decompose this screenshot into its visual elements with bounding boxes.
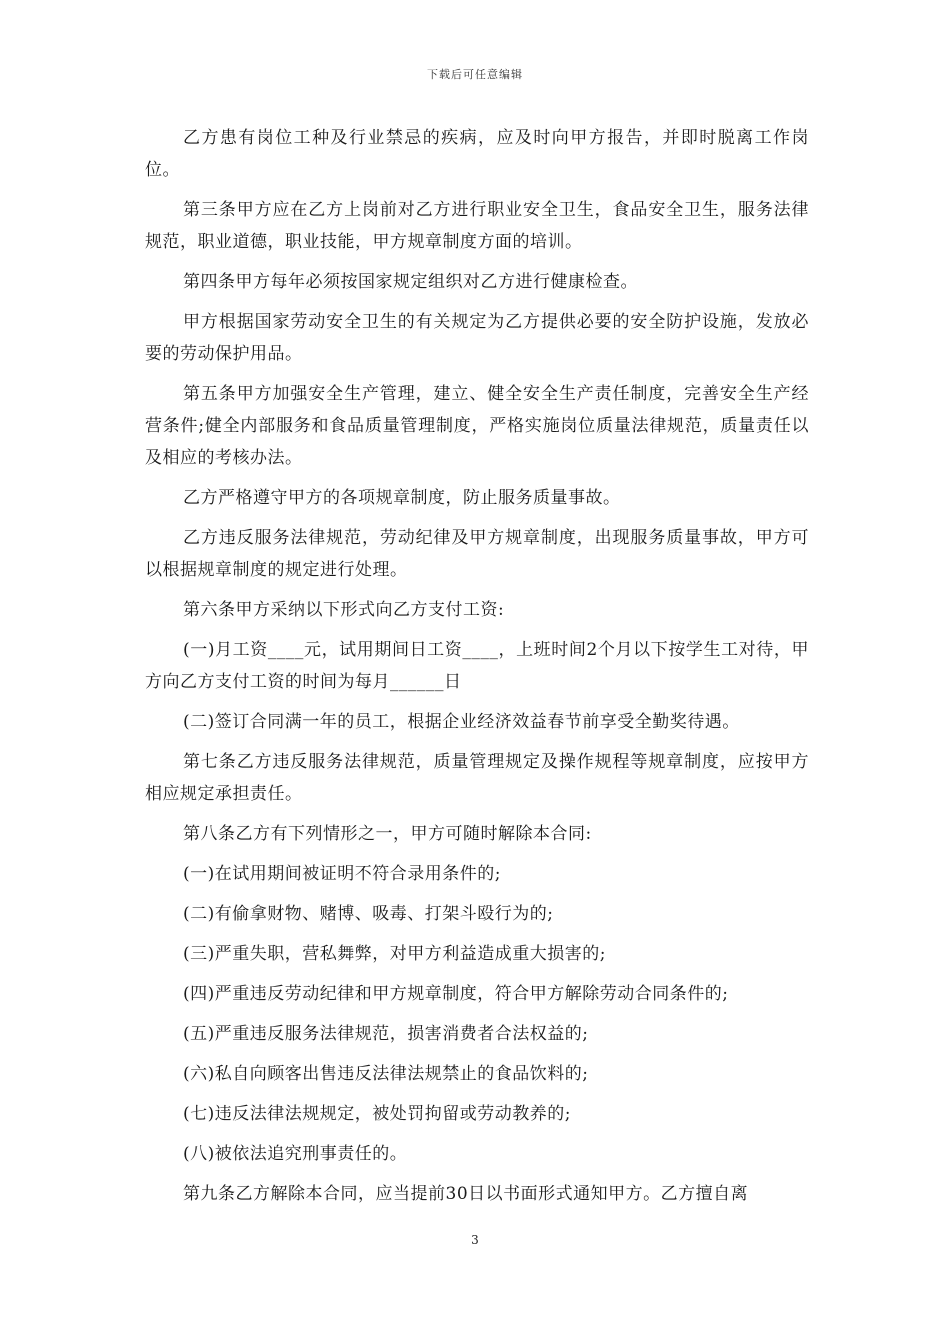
paragraph: (一)在试用期间被证明不符合录用条件的;	[183, 864, 501, 884]
paragraph: 甲方根据国家劳动安全卫生的有关规定为乙方提供必要的安全防护设施，发放必要的劳动保护用品。	[145, 312, 809, 364]
paragraph: (五)严重违反服务法律规范，损害消费者合法权益的;	[183, 1024, 589, 1044]
paragraph: (二)签订合同满一年的员工，根据企业经济效益春节前享受全勤奖待遇。	[183, 712, 740, 732]
paragraph: (一)月工资____元，试用期间日工资____，上班时间2个月以下按学生工对待，甲方向乙方支付工资的时间为每月______日	[145, 640, 809, 692]
paragraph: 第三条甲方应在乙方上岗前对乙方进行职业安全卫生，食品安全卫生，服务法律规范，职业道德，职业技能，甲方规章制度方面的培训。	[145, 200, 809, 252]
paragraph: 第八条乙方有下列情形之一，甲方可随时解除本合同:	[183, 824, 592, 844]
paragraph: 第五条甲方加强安全生产管理，建立、健全安全生产责任制度，完善安全生产经营条件;健全内部服务和食品质量管理制度，严格实施岗位质量法律规范，质量责任以及相应的考核办法。	[145, 384, 809, 468]
paragraph: 第六条甲方采纳以下形式向乙方支付工资:	[183, 600, 505, 620]
paragraph: (六)私自向顾客出售违反法律法规禁止的食品饮料的;	[183, 1064, 589, 1084]
page-number: 3	[471, 1233, 479, 1247]
paragraph: 第七条乙方违反服务法律规范，质量管理规定及操作规程等规章制度，应按甲方相应规定承担责任。	[145, 752, 809, 804]
paragraph: 乙方严格遵守甲方的各项规章制度，防止服务质量事故。	[183, 488, 621, 508]
paragraph: (四)严重违反劳动纪律和甲方规章制度，符合甲方解除劳动合同条件的;	[183, 984, 729, 1004]
document-body	[145, 122, 809, 1218]
paragraph: 第九条乙方解除本合同，应当提前30日以书面形式通知甲方。乙方擅自离	[183, 1184, 749, 1204]
paragraph: (七)违反法律法规规定，被处罚拘留或劳动教养的;	[183, 1104, 571, 1124]
paragraph: 第四条甲方每年必须按国家规定组织对乙方进行健康检查。	[183, 272, 638, 292]
page-header: 下载后可任意编辑	[427, 68, 523, 81]
paragraph: (三)严重失职，营私舞弊，对甲方利益造成重大损害的;	[183, 944, 606, 964]
paragraph: 乙方患有岗位工种及行业禁忌的疾病，应及时向甲方报告，并即时脱离工作岗位。	[145, 128, 809, 180]
paragraph: (二)有偷拿财物、赌博、吸毒、打架斗殴行为的;	[183, 904, 554, 924]
paragraph: 乙方违反服务法律规范，劳动纪律及甲方规章制度，出现服务质量事故，甲方可以根据规章制度的规定进行处理。	[145, 528, 809, 580]
paragraph: (八)被依法追究刑事责任的。	[183, 1144, 408, 1164]
